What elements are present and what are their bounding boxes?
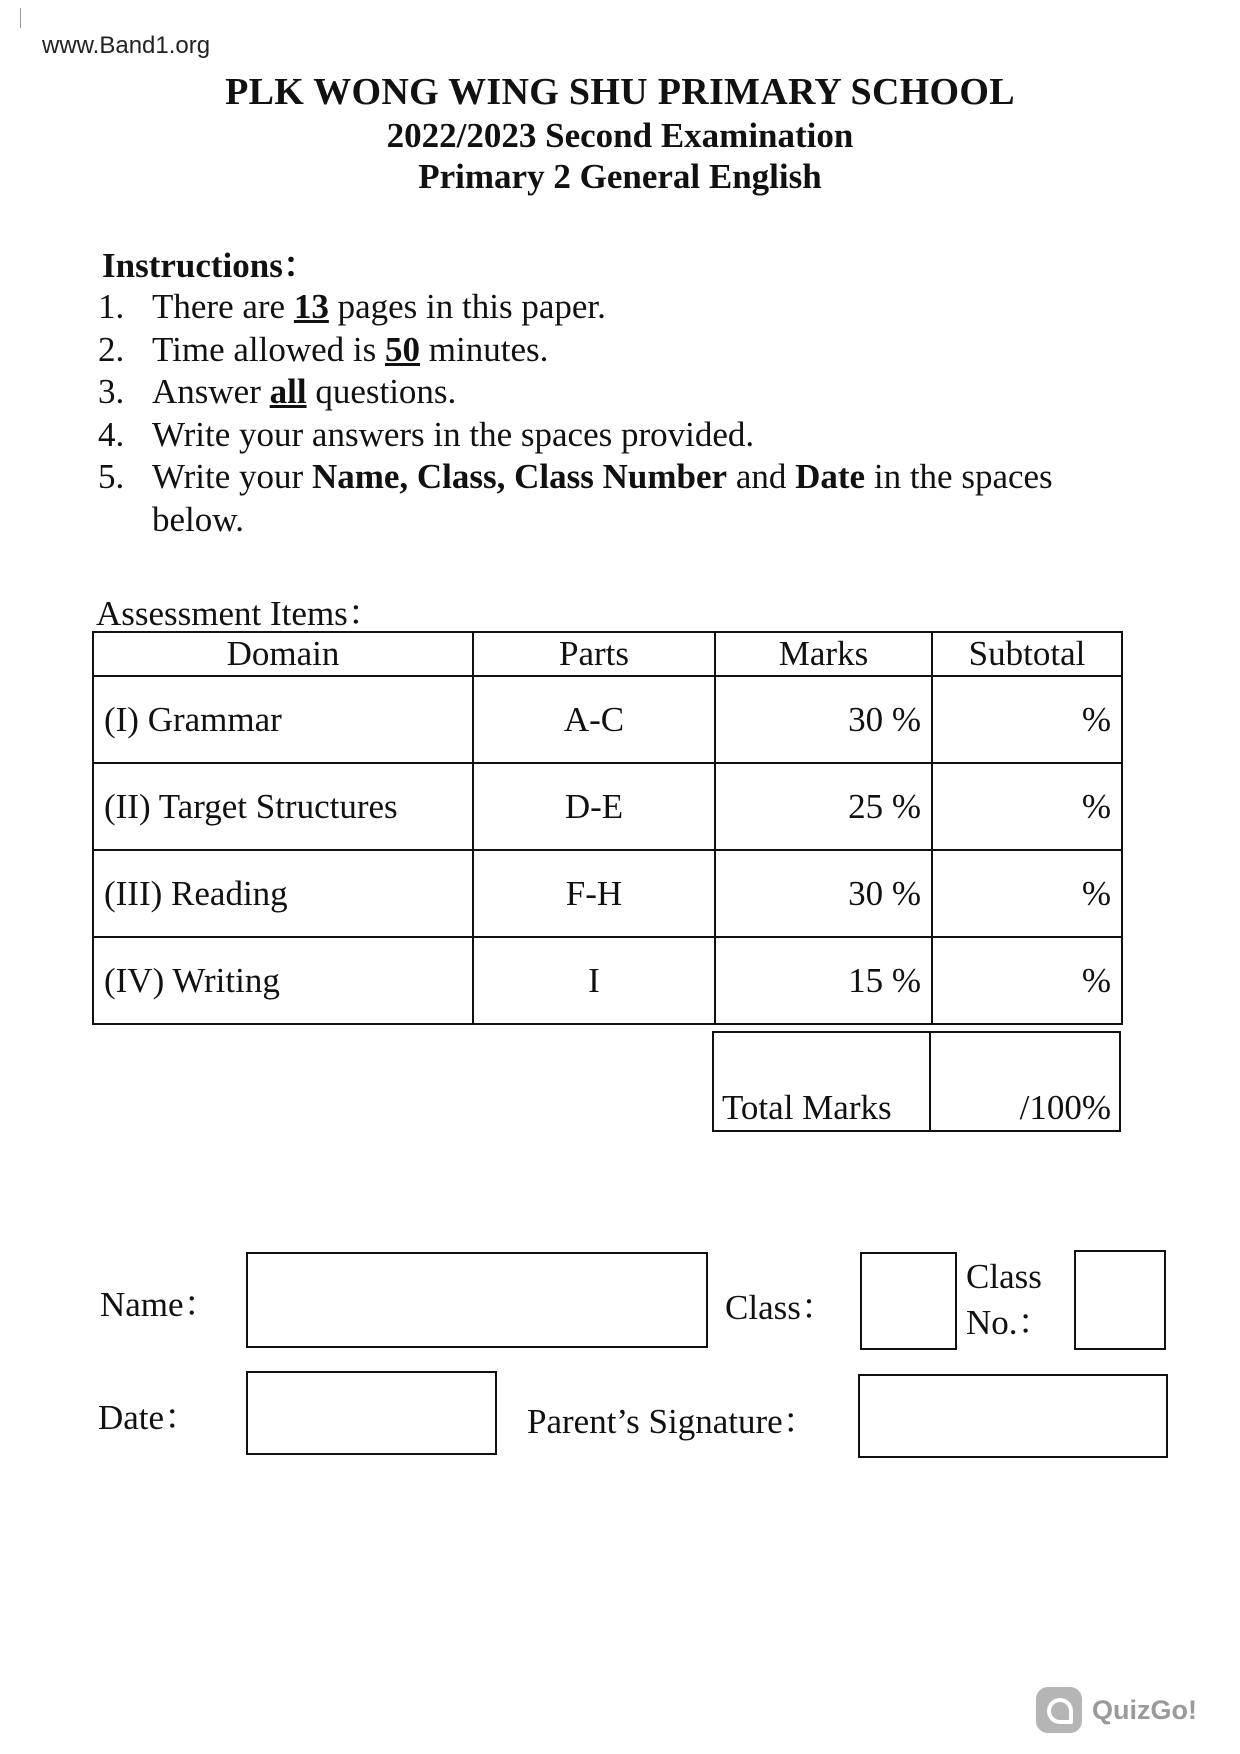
column-header-parts: Parts [473, 632, 715, 676]
parts-cell: A-C [473, 676, 715, 763]
class-number-field[interactable] [1074, 1250, 1166, 1350]
column-header-marks: Marks [715, 632, 932, 676]
class-number-label [966, 1254, 1053, 1346]
instruction-text: Answer [152, 372, 270, 411]
instruction-number: 5. [98, 457, 125, 496]
instruction-text: Write your [152, 457, 312, 496]
source-url: www.Band1.org [42, 32, 211, 59]
instruction-bold: Name, Class, Class Number [311, 457, 728, 496]
instruction-emphasis: 13 [293, 287, 329, 326]
total-marks-box [712, 1031, 1121, 1132]
assessment-heading: Assessment Items： [96, 594, 383, 633]
date-label: Date： [98, 1398, 200, 1437]
class-field[interactable] [860, 1252, 957, 1350]
exam-title: 2022/2023 Second Examination [386, 116, 854, 155]
parent-signature-label: Parent’s Signature： [527, 1402, 818, 1441]
instruction-bold: Date [795, 457, 866, 496]
assessment-table [92, 631, 1123, 1025]
subtotal-cell[interactable]: % [932, 676, 1122, 763]
instructions-heading: Instructions： [102, 246, 318, 285]
instruction-number: 2. [98, 329, 125, 369]
table-row [93, 763, 1122, 850]
date-field[interactable] [246, 1371, 497, 1455]
quizgo-logo-icon [1036, 1687, 1082, 1733]
table-header-row [93, 632, 1122, 676]
parts-cell: D-E [473, 763, 715, 850]
instruction-item [98, 371, 1058, 414]
instruction-number: 3. [98, 372, 125, 411]
class-number-label-line-1: Class [966, 1257, 1042, 1296]
domain-cell: (IV) Writing [93, 937, 473, 1024]
instruction-text: pages in this paper. [328, 287, 606, 326]
table-row [93, 676, 1122, 763]
instruction-emphasis: 50 [385, 329, 421, 369]
corner-mark [20, 8, 21, 28]
table-row [93, 850, 1122, 937]
name-label: Name： [100, 1285, 219, 1324]
class-label: Class： [725, 1288, 836, 1327]
instruction-item [98, 286, 1058, 329]
instruction-number: 1. [98, 287, 125, 326]
instruction-text: and [727, 457, 796, 496]
instruction-list [98, 286, 1058, 541]
instruction-number: 4. [98, 414, 125, 454]
parts-cell: F-H [473, 850, 715, 937]
subtotal-cell[interactable]: % [932, 850, 1122, 937]
instruction-text: in the spaces below. [152, 457, 1053, 539]
instruction-text: questions. [306, 372, 457, 411]
subtotal-cell[interactable]: % [932, 937, 1122, 1024]
parent-signature-field[interactable] [858, 1374, 1168, 1458]
quizgo-logo [1036, 1687, 1197, 1733]
domain-cell: (II) Target Structures [93, 763, 473, 850]
instruction-text: Write your answers in the spaces provided. [152, 414, 755, 454]
school-name: PLK WONG WING SHU PRIMARY SCHOOL [225, 71, 1015, 113]
marks-cell: 30 % [715, 676, 932, 763]
subject-title: Primary 2 General English [418, 157, 822, 196]
class-number-label-line-2: No.： [966, 1303, 1053, 1342]
instruction-text: Time allowed is [152, 329, 386, 369]
total-row [713, 1032, 1120, 1131]
marks-cell: 15 % [715, 937, 932, 1024]
total-marks-label: Total Marks [713, 1032, 930, 1131]
subtotal-cell[interactable]: % [932, 763, 1122, 850]
marks-cell: 25 % [715, 763, 932, 850]
domain-cell: (III) Reading [93, 850, 473, 937]
quizgo-logo-text: QuizGo! [1092, 1694, 1197, 1725]
instruction-item [98, 456, 1058, 541]
instruction-item [98, 329, 1058, 372]
marks-cell: 30 % [715, 850, 932, 937]
instruction-emphasis: all [269, 372, 307, 411]
total-marks-value[interactable]: /100% [930, 1032, 1120, 1131]
parts-cell: I [473, 937, 715, 1024]
name-field[interactable] [246, 1252, 708, 1348]
instruction-item [98, 414, 1058, 457]
table-row [93, 937, 1122, 1024]
column-header-domain: Domain [93, 632, 473, 676]
column-header-subtotal: Subtotal [932, 632, 1122, 676]
instruction-text: minutes. [420, 329, 549, 369]
instruction-text: There are [152, 287, 294, 326]
domain-cell: (I) Grammar [93, 676, 473, 763]
